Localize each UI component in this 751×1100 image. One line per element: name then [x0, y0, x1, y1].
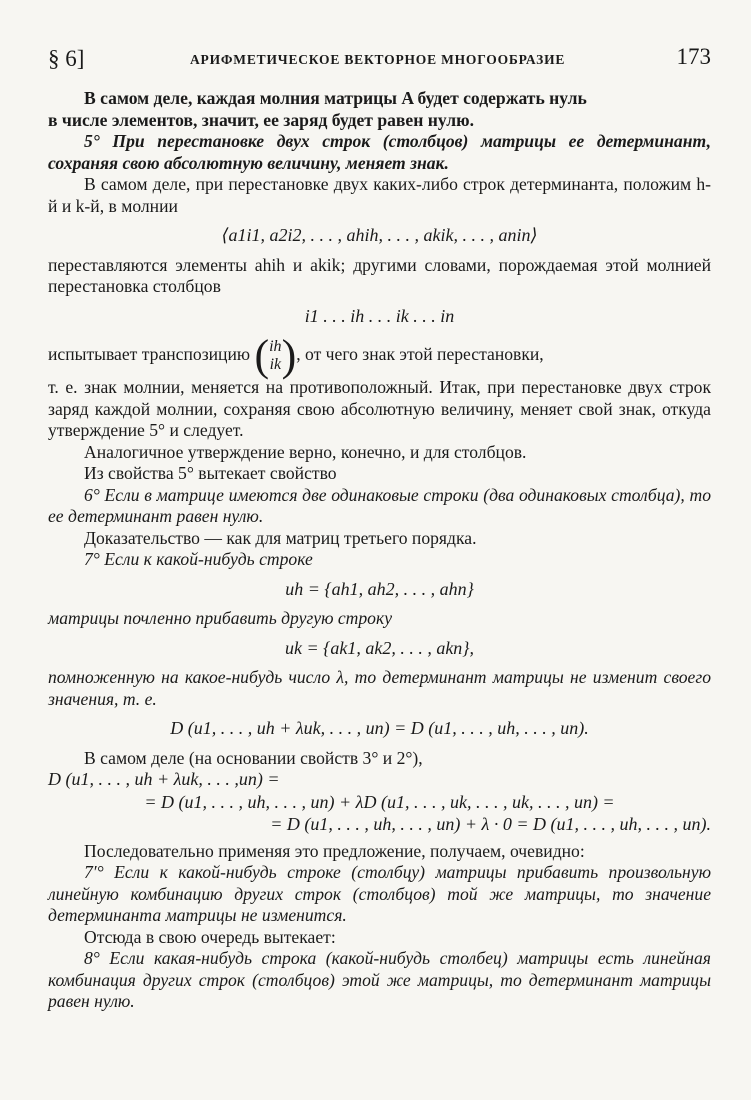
paragraph: помноженную на какое-нибудь число λ, то детерминант матрицы не изменит своего значения, т. е.	[48, 667, 711, 709]
paragraph: Последовательно применяя это предложение, получаем, очевидно:	[84, 840, 585, 861]
body-text	[48, 88, 711, 1013]
section-number: § 6]	[48, 46, 85, 71]
paragraph: переставляются элементы ahih и akik; другими словами, порождаемая этой молнией перестановка столбцов	[48, 254, 711, 296]
paragraph-transposition	[48, 331, 711, 380]
binom-stack	[269, 338, 281, 374]
property-5: 5° При перестановке двух строк (столбцов) матрицы ее детерминант, сохраняя свою абсолютную величину, меняет знак.	[48, 131, 711, 173]
formula-permutation: i1 . . . ih . . . ik . . . in	[304, 305, 455, 326]
text-span: , от чего знак этой перестановки,	[296, 344, 544, 365]
running-title: АРИФМЕТИЧЕСКОЕ ВЕКТОРНОЕ МНОГООБРАЗИЕ	[190, 52, 566, 67]
text-span: испытывает транспозицию	[48, 344, 251, 365]
paragraph: Аналогичное утверждение верно, конечно, и для столбцов.	[84, 441, 527, 462]
property-6: 6° Если в матрице имеются две одинаковые строки (два одинаковых столбца), то ее детерминант равен нулю.	[48, 484, 711, 526]
paren-close: )	[281, 331, 297, 380]
paren-open: (	[254, 331, 270, 380]
paragraph: В самом деле (на основании свойств 3° и 2°),	[84, 747, 423, 768]
formula-lightning: ⟨a1i1, a2i2, . . . , ahih, . . . , akik, . . . , anin⟩	[221, 225, 538, 245]
property-7-start: 7° Если к какой-нибудь строке	[84, 549, 313, 569]
property-8: 8° Если какая-нибудь строка (какой-нибудь столбец) матрицы есть линейная комбинация других строк (столбцов) этой же матрицы, то детерминант матрицы равен нулю.	[48, 948, 711, 1011]
transposition-formula	[254, 331, 297, 380]
paragraph: В самом деле, при перестановке двух каких-либо строк детерминанта, положим h-й и k-й, в молнии	[48, 174, 711, 216]
binom-top: ih	[269, 338, 282, 355]
paragraph: Из свойства 5° вытекает свойство	[84, 463, 337, 483]
paragraph: матрицы почленно прибавить другую строку	[48, 608, 393, 628]
page-number: 173	[676, 44, 711, 69]
formula-uh: uh = {ah1, ah2, . . . , ahn}	[285, 578, 474, 599]
paragraph: В самом деле, каждая молния матрицы A будет содержать нуль	[84, 88, 587, 108]
formula-uk: uk = {ak1, ak2, . . . , akn},	[285, 637, 474, 658]
formula-line-3: = D (u1, . . . , uh, . . . , un) + λ · 0 = D (u1, . . . , uh, . . . , un).	[270, 814, 711, 834]
binom-bottom: ik	[269, 356, 282, 373]
formula-line-2: = D (u1, . . . , uh, . . . , un) + λD (u1, . . . , uk, . . . , uk, . . . , un) =	[144, 791, 615, 812]
formula-determinant-equality: D (u1, . . . , uh + λuk, . . . , un) = D (u1, . . . , uh, . . . , un).	[170, 718, 589, 738]
property-7-prime: 7′° Если к какой-нибудь строке (столбцу) матрицы прибавить произвольную линейную комбинацию других строк (столбцов) той же матрицы, то значение детерминанта матрицы не изменится.	[48, 862, 711, 925]
paragraph-proof: Доказательство — как для матриц третьего порядка.	[84, 527, 477, 548]
paragraph: в числе элементов, значит, ее заряд будет равен нулю.	[48, 109, 474, 130]
paragraph: Отсюда в свою очередь вытекает:	[84, 926, 336, 947]
formula-line-1: D (u1, . . . , uh + λuk, . . . ,un) =	[48, 769, 280, 789]
running-header	[48, 40, 711, 80]
paragraph: т. е. знак молнии, меняется на противоположный. Итак, при перестановке двух строк заряд каждой молнии, сохраняя свою абсолютную величину, меняет свой знак, откуда утверждение 5° и следует.	[48, 377, 711, 440]
